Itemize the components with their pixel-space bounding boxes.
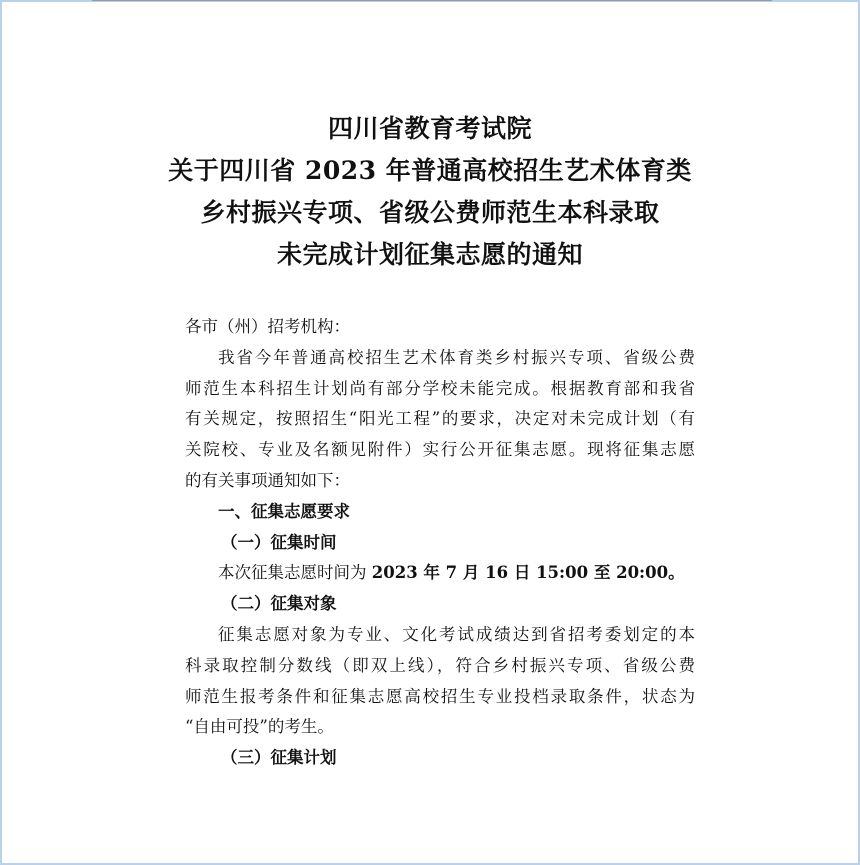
target-line-3: 师范生报考条件和征集志愿高校招生专业投档录取条件，状态为 [185,686,695,706]
target-line-1: 征集志愿对象为专业、文化考试成绩达到省招考委划定的本 [218,624,695,644]
collection-time-date: 2023 年 7 月 16 日 15:00 至 20:00。 [371,563,685,583]
top-rule [92,0,772,1]
section-heading-1: 一、征集志愿要求 [218,501,350,521]
document-title [0,108,860,276]
title-line-4: 未完成计划征集志愿的通知 [276,240,583,269]
title-line-3: 乡村振兴专项、省级公费师范生本科录取 [200,198,660,227]
title-line-1: 四川省教育考试院 [327,114,532,143]
intro-line-5: 的有关事项通知如下： [185,470,350,490]
subsection-heading-3: （三）征集计划 [221,748,337,768]
target-line-4: “自由可投”的考生。 [185,717,334,737]
target-line-2: 科录取控制分数线（即双上线），符合乡村振兴专项、省级公费 [185,655,695,675]
intro-line-4: 关院校、专业及名额见附件）实行公开征集志愿。现将征集志愿 [185,440,695,460]
subsection-heading-1: （一）征集时间 [221,532,337,552]
document-body [185,312,695,774]
intro-line-2: 师范生本科招生计划尚有部分学校未能完成。根据教育部和我省 [185,378,695,398]
intro-line-3: 有关规定，按照招生“阳光工程”的要求，决定对未完成计划（有 [185,409,695,429]
salutation: 各市（州）招考机构： [185,317,350,336]
intro-line-1: 我省今年普通高校招生艺术体育类乡村振兴专项、省级公费 [218,347,695,367]
collection-time [185,558,695,589]
subsection-heading-2: （二）征集对象 [221,594,337,614]
title-line-2: 关于四川省 2023 年普通高校招生艺术体育类 [168,156,692,185]
collection-time-prefix: 本次征集志愿时间为 [218,563,372,583]
